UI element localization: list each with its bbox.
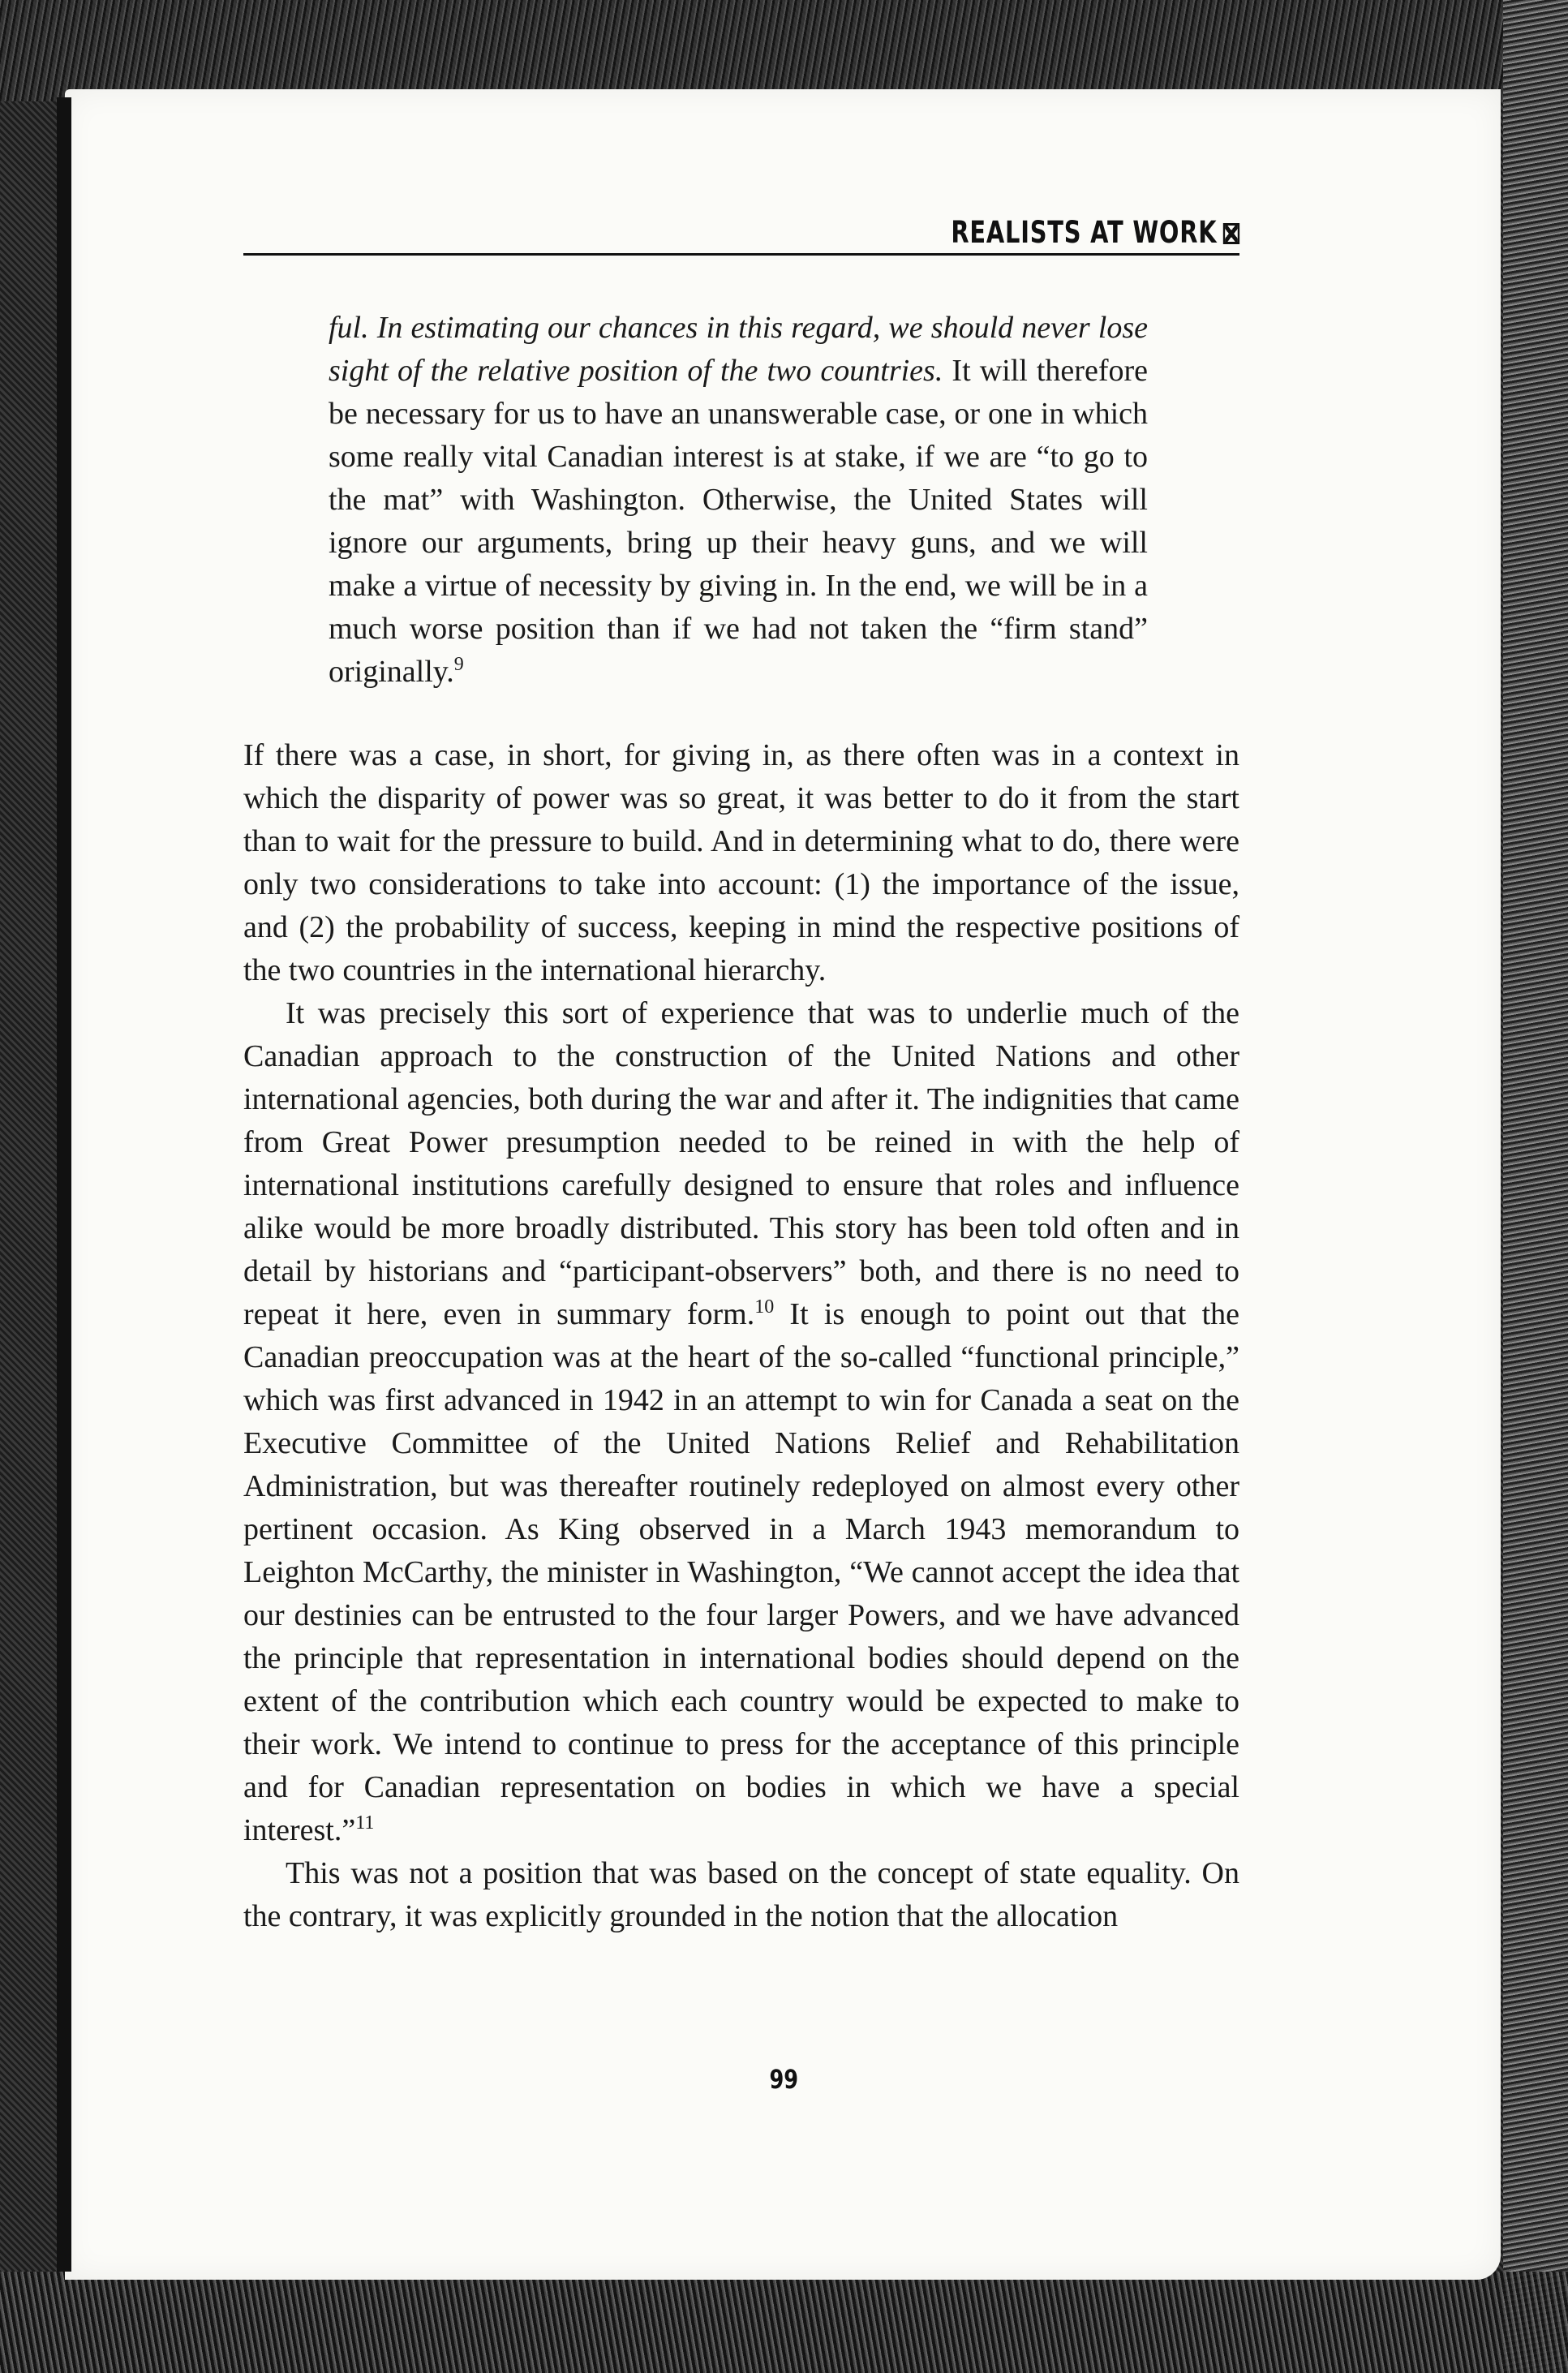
body-text	[243, 734, 1239, 1938]
scan-top-edge	[0, 0, 1568, 101]
book-spine-shadow	[57, 97, 71, 2272]
running-head-title	[951, 215, 1239, 250]
scan-right-edge	[1503, 0, 1568, 2373]
quote-italic-part: ful. In estimating our chances in this regard, we should never lose sight of the relative position of the two countries.	[329, 311, 1148, 388]
running-header	[243, 213, 1239, 256]
paragraph-2-part-a: It was precisely this sort of experience that was to underlie much of the Canadian approach to the construction of the United Nations and other international agencies, both during the war and after it. The indignities that came from Great Power presumption needed to be reined in with the help of international institutions carefully designed to ensure that roles and influence alike would be more broadly distributed. This story has been told often and in detail by historians and “participant-observers” both, and there is no need to repeat it here, even in summary form.	[243, 996, 1239, 1331]
block-quotation	[329, 307, 1148, 694]
paragraph-3: This was not a position that was based on the concept of state equality. On the contrary, it was explicitly grounded in the notion that the allocation	[243, 1856, 1239, 1933]
page-number-text: 99	[769, 2064, 799, 2095]
paragraph-1: If there was a case, in short, for giving in, as there often was in a context in which the disparity of power was so great, it was better to do it from the start than to wait for the pressure to build. And in determining what to do, there were only two considerations to take into account: (1) the importance of the issue, and (2) the probability of success, keeping in mind the respective positions of the two countries in the international hierarchy.	[243, 738, 1239, 987]
footnote-ref-11: 11	[355, 1812, 375, 1833]
scan-bottom-edge	[0, 2272, 1568, 2373]
page-number	[0, 2064, 1568, 2095]
paragraph-2	[243, 992, 1239, 1852]
paragraph-2-part-b: It is enough to point out that the Canadian preoccupation was at the heart of the so-called “functional principle,” which was first advanced in 1942 in an attempt to win for Canada a seat on the Executive Committee of the United Nations Relief and Rehabilitation Administration, but was thereafter routinely redeployed on almost every other pertinent occasion. As King observed in a March 1943 memorandum to Leighton McCarthy, the minister in Washington, “We cannot accept the idea that our destinies can be entrusted to the four larger Powers, and we have advanced the principle that representation in international bodies should depend on the extent of the contribution which each country would be expected to make to their work. We intend to continue to press for the acceptance of this principle and for Canadian representation on bodies in which we have a special interest.”	[243, 1297, 1239, 1847]
footnote-ref-9: 9	[453, 654, 464, 675]
quote-roman-part: It will therefore be necessary for us to have an unanswerable case, or one in which some really vital Canadian interest is at stake, if we are “to go to the mat” with Washington. Otherwise, the United States will ignore our arguments, bring up their heavy guns, and we will make a virtue of necessity by giving in. In the end, we will be in a much worse position than if we had not taken the “firm stand” originally.	[329, 354, 1148, 689]
running-head-text: REALISTS AT WORK	[950, 215, 1217, 250]
square-ornament-icon	[1223, 223, 1239, 244]
footnote-ref-10: 10	[754, 1296, 775, 1318]
